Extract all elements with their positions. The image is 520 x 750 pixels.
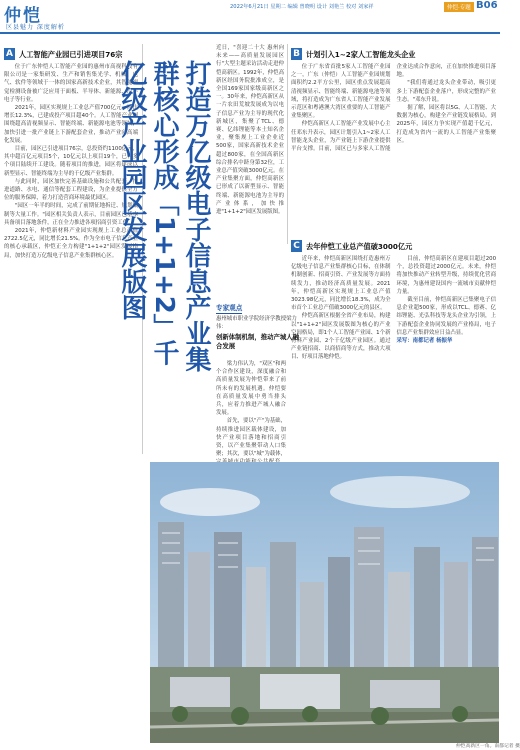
section-b-letter: B bbox=[291, 48, 302, 60]
section-a-letter: A bbox=[4, 48, 15, 60]
column-divider bbox=[287, 44, 288, 244]
paragraph: 据了解，园区将以5G、人工智能、大数据为核心，构建全产业链发展格局。到2025年，园区力争实现产值超千亿元，打造成为省内一流的人工智能产业集聚区。 bbox=[396, 105, 496, 144]
byline: 采写：南都记者 杨振华 bbox=[396, 338, 453, 345]
section-c-body bbox=[291, 255, 496, 455]
paragraph: 仲恺高新区根据全省产业布局，构建以"1+1+2"园区发展版图为核心的产业空间格局，即1个人工智能产业园、1个新材料产业园、2个千亿级产业园区。通过产业链招商、以商招商等方式，推动大项目、好项目落地仲恺。 bbox=[291, 313, 391, 361]
paragraph: 2021年，仲恺新材料产业园实现规上工业总产值2722.5亿元，同比增长21.5%。作为全市电子信息产业的核心承载区，仲恺正全力构建"1+1+2"园区发展格局，加快打造万亿级电子信息产业集群核心区。 bbox=[4, 228, 138, 259]
expert-quote-title: 创新体制机制，推动产城人融合发展 bbox=[216, 333, 300, 350]
section-b-header bbox=[291, 48, 496, 60]
intro-paragraph: 近日，"喜迎二十大 惠州向未来——高质量发展园区行"大型主题采访活动走进仲恺高新区。1992年，仲恺高新区经国务院批准成立，是全国169家国家级高新区之一。30年来，仲恺高新区从一片农田荒坡发展成为以电子信息产业为主导的现代化新城区，集聚了TCL、德赛、亿纬锂能等本土知名企业，聚集规上工业企业近500家，国家高新技术企业超过800家，在全国高新区综合排名中跻身第32位，工业总产值突破3000亿元。在产业集聚方面，仲恺高新区已形成了以新型显示、智能终端、新能源电池为主导的产业体系，加快推进"1+1+2"园区发展版图。 bbox=[216, 45, 284, 216]
expert-name: 惠州城市职业学院经济学教授梁力伟： bbox=[216, 316, 297, 330]
paragraph: 梁力伟认为，"双区"和两个合作区建设，深度融合和高质量发展为仲恺带来了前所未有的发展机遇。仲恺要在高质量发展中勇当排头兵，应着力推进产城人融合发展。 bbox=[216, 361, 286, 417]
paragraph: 位于广东省首批5家人工智能产业园之一，广东（仲恺）人工智能产业园规划面积约2.2平方公里，园区重点发展超高清视频显示、智能终端、新能源电池等领域，将打造成为广东省人工智能产业发展示范区和粤港澳大湾区重要的人工智能产业集聚区。 bbox=[291, 64, 391, 120]
paragraph: "园区一年半的时间，完成了前期征地拆迁、规划编制等大量工作。"园区相关负责人表示，目前园区已基本具备项目落地条件，正在全力推进各项招商引资工作。 bbox=[4, 203, 138, 226]
paragraph: 2021年，园区实现规上工业总产值700亿元，同比增长12.3%，已建成投产项目超40个。人工智能产业园围绕超高清视频显示、智能终端、新能源电池等领域，加快引进一批产业链上下游配套企业，推动产业向高端化发展。 bbox=[4, 105, 138, 144]
section-tag: 仲恺·专题 bbox=[444, 2, 474, 12]
section-a-header bbox=[4, 48, 138, 60]
paragraph: 位于广东仲恺人工智能产业园的惠州市高视科技有限公司是一家集研发、生产和销售集光学、机械、电气、软件等领域于一体的国家高新技术企业，其智能视觉检测设备被广泛应用于面板、半导体、新能源、汽车电子等行业。 bbox=[4, 64, 138, 103]
masthead bbox=[0, 0, 500, 34]
paragraph: 首先，要以"产"为基础，持续推进园区载体建设，加快产业项目落地和招商引资，以产业集聚带动人口集聚；其次，要以"城"为载体， bbox=[216, 418, 286, 458]
paragraph: 目前，园区已引进项目76宗，总投资约1100亿元，其中超百亿元项目5个，10亿元以上项目19个，已有多个项目陆续开工建设。随着项目的推进，园区将建成以新型显示、智能终端为主导的千亿级产业集群。 bbox=[4, 146, 138, 177]
logo-slogan: 区县魅力 深度解析 bbox=[6, 24, 65, 31]
expert-label: 专家观点 bbox=[216, 304, 243, 312]
section-c bbox=[291, 236, 496, 460]
paragraph: "我们将通过龙头企业带动，吸引更多上下游配套企业落户，形成完整的产业生态。"邓东升说。 bbox=[396, 80, 496, 103]
expert-box bbox=[216, 295, 302, 357]
page-number: B06 bbox=[476, 0, 498, 11]
paragraph: 截至目前，仲恺高新区已集聚电子信息企业超500家，形成以TCL、德赛、亿纬锂能、光弘科技等龙头企业为引领，上下游配套企业协同发展的产业格局，电子信息产业集群效应日益凸显。 bbox=[396, 297, 496, 336]
section-c-letter: C bbox=[291, 240, 302, 252]
section-a-title: 人工智能产业园已引进项目76宗 bbox=[19, 49, 123, 59]
issue-meta: 2022年6月21日 星期二 编辑 曾晓明 设计 刘艳兰 校对 刘家祥 bbox=[230, 4, 374, 10]
city-skyline-photo bbox=[150, 462, 499, 743]
section-c-header bbox=[291, 240, 496, 252]
photo-caption: 仲恺高新区一角。南都记者 摄 bbox=[456, 744, 520, 749]
paragraph: 与此同时，园区加快完善基础设施和公共配套，推进道路、水电、通信等配套工程建设，为企业提供全方位的服务保障，着力打造营商环境最优园区。 bbox=[4, 178, 138, 202]
paragraph: 仲恺高新区人工智能产业发展中心主任邓东升表示，园区计划引入1~2家人工智能龙头企业，为产业链上下游企业提供平台支撑。目前，园区已与多家人工智能企业达成合作意向，正在加快推进项目落地。 bbox=[291, 64, 496, 153]
paragraph: 近年来，仲恺高新区围绕打造惠州万亿级电子信息产业集群核心目标，在体制机制创新、招商引资、产业发展等方面持续发力，推动经济高质量发展。2021年，仲恺高新区实现规上工业总产值3023.98亿元，同比增长18.3%，成为全市首个工业总产值破3000亿元的县区。 bbox=[291, 256, 391, 312]
section-b-title: 计划引入1~2家人工智能龙头企业 bbox=[306, 49, 416, 59]
expert-text bbox=[216, 360, 286, 456]
logo-title: 仲恺 bbox=[4, 6, 42, 26]
headline: 打造万亿级电子信息产业集群核心形成「1+1+2」千亿级产业园区发展版图 bbox=[117, 60, 211, 372]
paragraph: 目前，仲恺高新区在建项目超过200个，总投资超过2000亿元。未来，仲恺将加快推动产业转型升级，持续优化营商环境，为惠州建设国内一流城市贡献仲恺力量。 bbox=[396, 256, 496, 295]
section-b bbox=[291, 44, 496, 234]
section-c-title: 去年仲恺工业总产值破3000亿元 bbox=[306, 241, 413, 251]
section-b-body bbox=[291, 63, 496, 233]
intro-column bbox=[216, 44, 284, 289]
section-logo bbox=[4, 2, 100, 32]
skyline-illustration bbox=[150, 462, 499, 743]
